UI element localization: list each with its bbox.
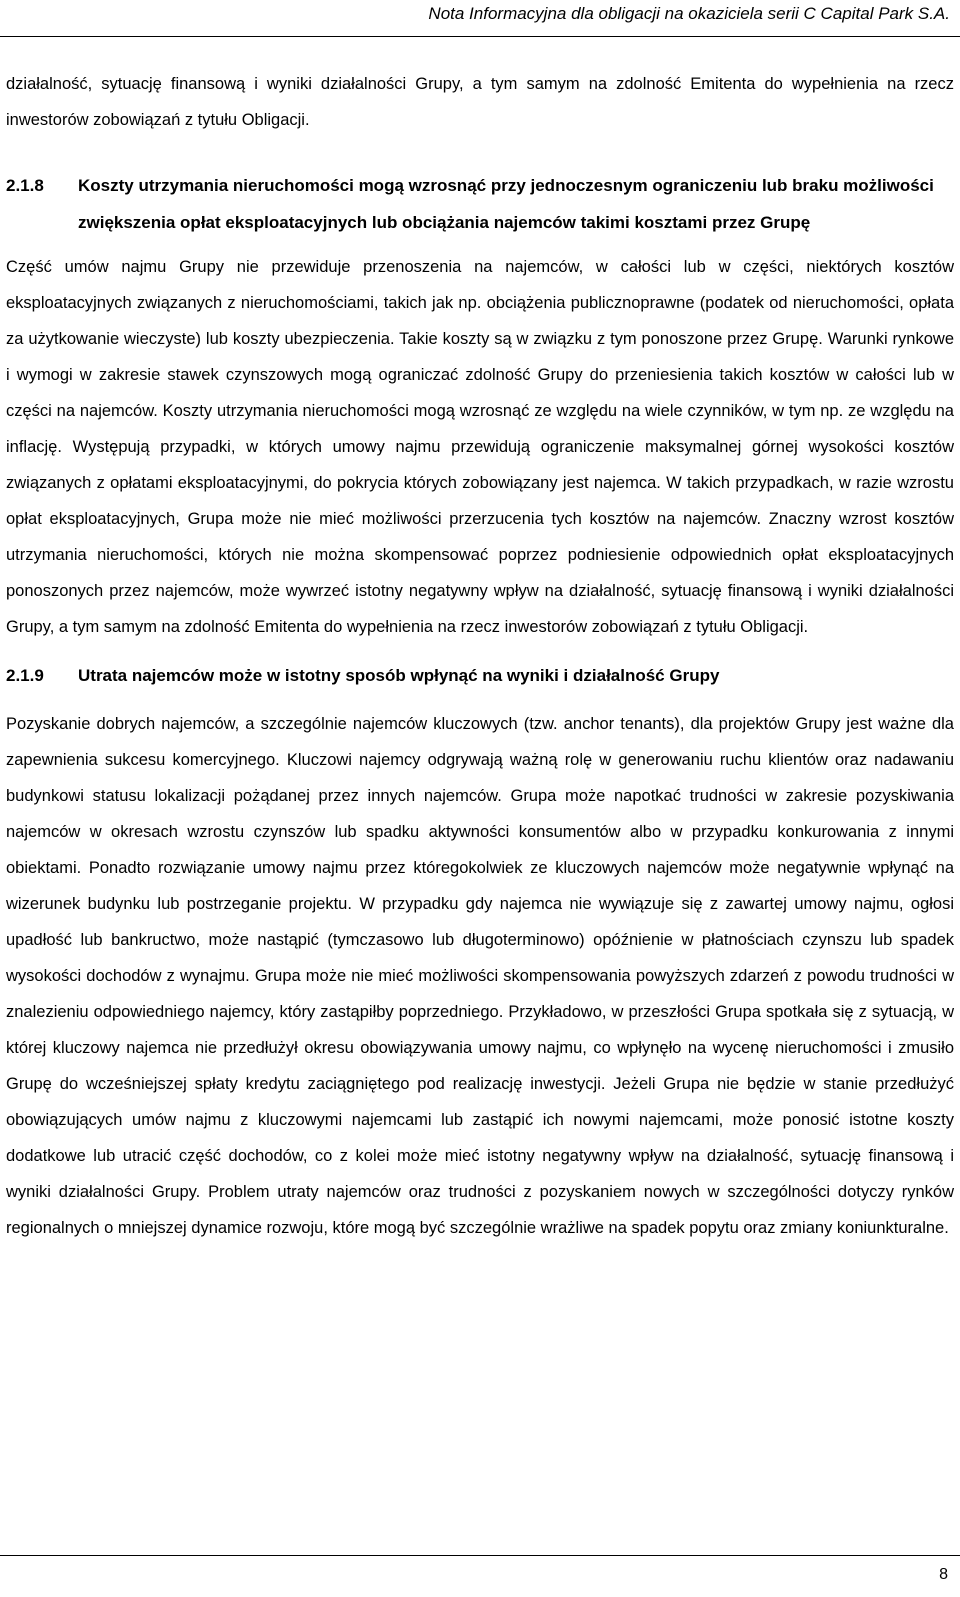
header-title: Nota Informacyjna dla obligacji na okaziciela serii C Capital Park S.A.: [428, 4, 950, 23]
continuation-paragraph: działalność, sytuację finansową i wyniki działalności Grupy, a tym samym na zdolność Emitenta do wypełnienia na rzecz inwestorów zobowiązań z tytułu Obligacji.: [6, 75, 954, 129]
section-body-2-1-9: Pozyskanie dobrych najemców, a szczególnie najemców kluczowych (tzw. anchor tenants), dla projektów Grupy jest ważne dla zapewnienia sukcesu komercyjnego. Kluczowi najemcy odgrywają ważną rolę w generowaniu ruchu klientów oraz nadawaniu budynkowi statusu lokalizacji pożądanej przez innych najemców. Grupa może napotkać trudności w zakresie pozyskiwania najemców w okresach wzrostu czynszów lub spadku aktywności konsumentów albo w przypadku konkurowania z innymi obiektami. Ponadto rozwiązanie umowy najmu przez któregokolwiek ze kluczowych najemców może negatywnie wpłynąć na wizerunek budynku lub postrzeganie projektu. W przypadku gdy najemca nie wywiązuje się z zawartej umowy najmu, ogłosi upadłość lub bankructwo, może nastąpić (tymczasowo lub długoterminowo) opóźnienie w płatnościach czynszu lub spadek wysokości dochodów z wynajmu. Grupa może nie mieć możliwości skompensowania powyższych zdarzeń z powodu trudności w znalezieniu odpowiedniego najemcy, który zastąpiłby poprzedniego. Przykładowo, w przeszłości Grupa spotkała się z sytuacją, w której kluczowy najemca nie przedłużył okresu obowiązywania umowy najmu, co wpłynęło na wycenę nieruchomości i zmusiło Grupę do wcześniejszej spłaty kredytu zaciągniętego pod realizację inwestycji. Jeżeli Grupa nie będzie w stanie przedłużyć obowiązujących umów najmu z kluczowymi najemcami lub zastąpić ich nowymi najemcami, może ponosić istotne koszty dodatkowe lub utracić część dochodów, co z kolei może mieć istotny negatywny wpływ na działalność, sytuację finansową i wyniki działalności Grupy. Problem utraty najemców oraz trudności z pozyskaniem nowych w szczególności dotyczy rynków regionalnych o mniejszej dynamice rozwoju, które mogą być szczególnie wrażliwe na spadek popytu oraz zmiany koniunkturalne.: [6, 715, 954, 1237]
section-heading-2-1-9: [6, 657, 954, 694]
section-title: Utrata najemców może w istotny sposób wpłynąć na wyniki i działalność Grupy: [78, 666, 720, 685]
section-number: 2.1.9: [6, 666, 44, 685]
page-number: 8: [939, 1566, 948, 1583]
page-footer: [0, 1555, 960, 1583]
section-body-2-1-8: Część umów najmu Grupy nie przewiduje przenoszenia na najemców, w całości lub w części, niektórych kosztów eksploatacyjnych związanych z nieruchomościami, takich jak np. obciążenia publicznoprawne (podatek od nieruchomości, opłata za użytkowanie wieczyste) lub koszty ubezpieczenia. Takie koszty są w związku z tym ponoszone przez Grupę. Warunki rynkowe i wymogi w zakresie stawek czynszowych mogą ograniczać zdolność Grupy do przeniesienia takich kosztów w całości lub w części na najemców. Koszty utrzymania nieruchomości mogą wzrosnąć ze względu na wiele czynników, w tym np. ze względu na inflację. Występują przypadki, w których umowy najmu przewidują ograniczenie maksymalnej górnej wysokości kosztów związanych z opłatami eksploatacyjnymi, do pokrycia których zobowiązany jest najemca. W takich przypadkach, w razie wzrostu opłat eksploatacyjnych, Grupa może nie mieć możliwości przerzucenia tych kosztów na najemców. Znaczny wzrost kosztów utrzymania nieruchomości, których nie można skompensować poprzez podniesienie odpowiednich opłat eksploatacyjnych ponoszonych przez najemców, może wywrzeć istotny negatywny wpływ na działalność, sytuację finansową i wyniki działalności Grupy, a tym samym na zdolność Emitenta do wypełnienia na rzecz inwestorów zobowiązań z tytułu Obligacji.: [6, 258, 954, 636]
section-heading-2-1-8: [6, 167, 954, 241]
section-number: 2.1.8: [6, 176, 44, 195]
document-body: [6, 66, 954, 1246]
page-header: [0, 0, 960, 37]
section-title: Koszty utrzymania nieruchomości mogą wzrosnąć przy jednoczesnym ograniczeniu lub braku możliwości zwiększenia opłat eksploatacyjnych lub obciążania najemców takimi kosztami przez Grupę: [78, 176, 934, 232]
